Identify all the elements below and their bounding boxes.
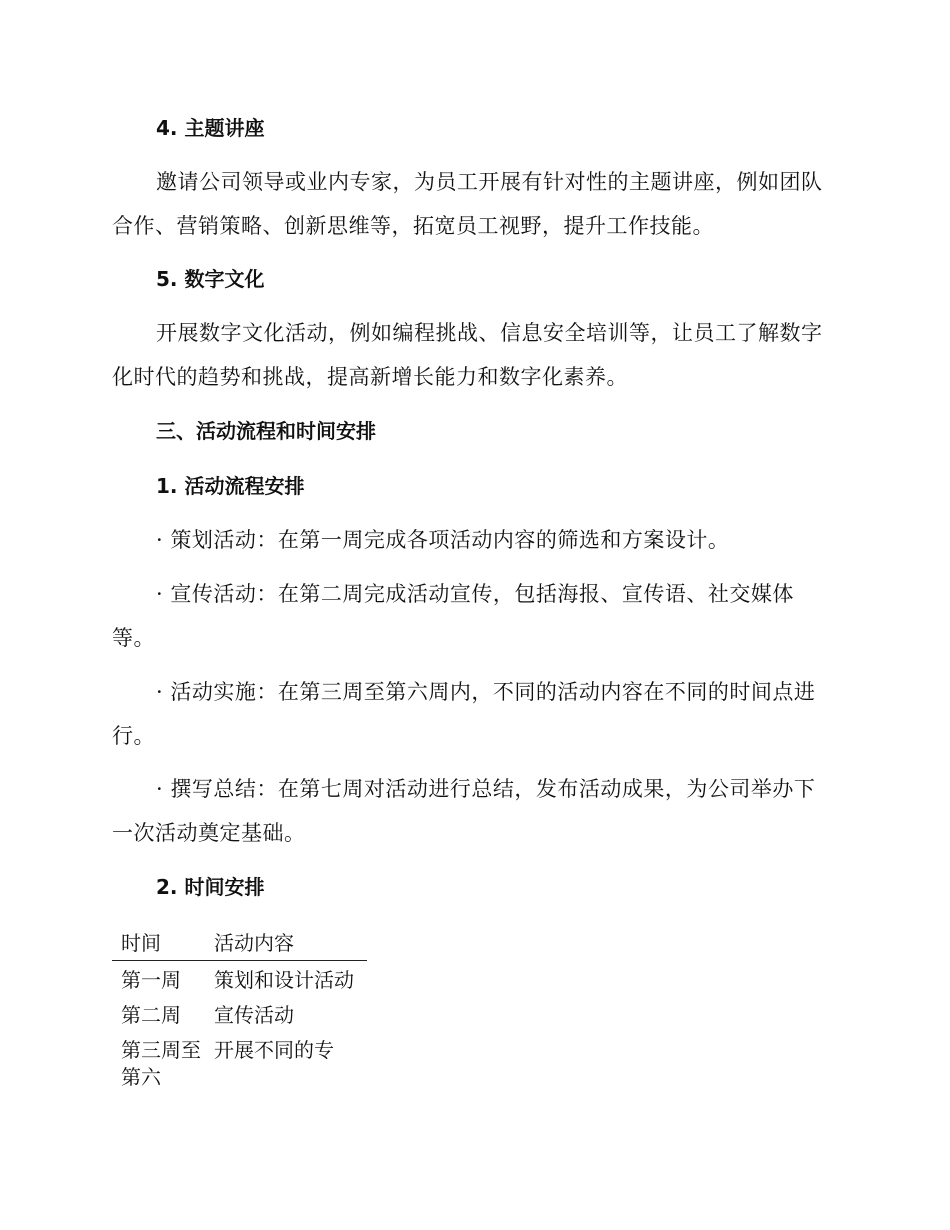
bullet-planning: · 策划活动：在第一周完成各项活动内容的筛选和方案设计。 xyxy=(156,528,730,552)
subheading-time-schedule: 2. 时间安排 xyxy=(156,875,265,899)
paragraph-digital-culture: 开展数字文化活动，例如编程挑战、信息安全培训等，让员工了解数字化时代的趋势和挑战，提高新增长能力和数字化素养。 xyxy=(112,321,823,389)
header-time: 时间 xyxy=(121,930,161,955)
table-row xyxy=(112,961,367,996)
subheading-activity-flow: 1. 活动流程安排 xyxy=(156,474,305,498)
table-cell-time: 第一周 xyxy=(121,968,181,992)
table-cell-time: 第二周 xyxy=(121,1003,181,1027)
table-header-row xyxy=(112,926,367,961)
bullet-promotion: · 宣传活动：在第二周完成活动宣传，包括海报、宣传语、社交媒体等。 xyxy=(112,582,794,650)
paragraph-lecture: 邀请公司领导或业内专家，为员工开展有针对性的主题讲座，例如团队合作、营销策略、创新思维等，拓宽员工视野，提升工作技能。 xyxy=(112,170,823,238)
table-cell-content: 宣传活动 xyxy=(214,1003,294,1027)
schedule-table xyxy=(112,926,367,1093)
section-heading-lecture: 4. 主题讲座 xyxy=(156,116,265,140)
table-cell-content: 开展不同的专 xyxy=(214,1038,334,1062)
table-cell-content: 策划和设计活动 xyxy=(214,968,354,992)
header-activity-content: 活动内容 xyxy=(214,930,294,955)
bullet-summary: · 撰写总结：在第七周对活动进行总结，发布活动成果，为公司举办下一次活动奠定基础。 xyxy=(112,777,816,845)
bullet-implementation: · 活动实施：在第三周至第六周内，不同的活动内容在不同的时间点进行。 xyxy=(112,680,816,748)
table-row xyxy=(112,996,367,1031)
chapter-heading-schedule: 三、活动流程和时间安排 xyxy=(156,419,376,443)
table-cell-time: 第三周至第六 xyxy=(121,1038,201,1089)
table-row xyxy=(112,1031,367,1093)
section-heading-digital-culture: 5. 数字文化 xyxy=(156,267,265,291)
